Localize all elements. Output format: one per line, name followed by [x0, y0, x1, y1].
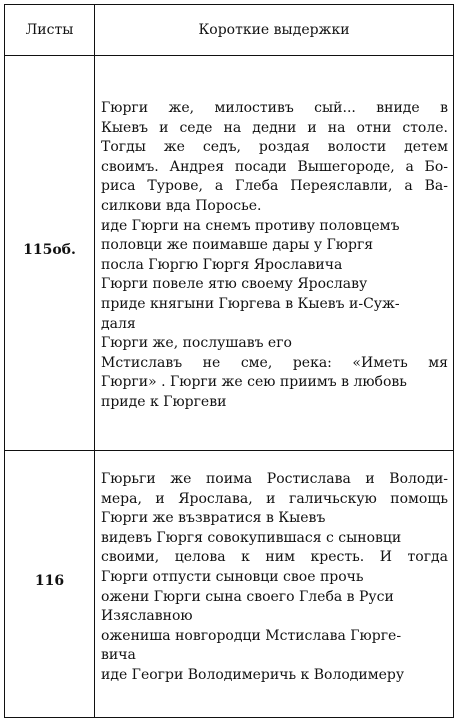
excerpts-cell — [101, 470, 448, 686]
excerpt-line: мера, и Ярослава, и галичьскую помощь — [101, 490, 448, 507]
excerpts-cell — [101, 99, 448, 413]
row-divider — [5, 450, 453, 451]
excerpt-line: силкови вда Поросье. — [101, 197, 262, 214]
excerpt-line: Гюрги же възвратися в Кыевъ — [101, 510, 326, 527]
excerpt-line: риса Турове, а Глеба Переяславли, а Ва- — [101, 178, 448, 195]
excerpt-line: посла Гюргю Гюргя Ярославича — [101, 256, 343, 273]
header-divider — [5, 55, 453, 56]
excerpt-line: Гюрги повеле ятю своему Ярославу — [101, 276, 368, 293]
excerpt-line: приде к Гюргеви — [101, 393, 227, 410]
sheet-cell: 116 — [34, 573, 65, 589]
excerpt-line: половци же поимавше дары у Гюргя — [101, 237, 374, 254]
excerpt-line: Кыевъ и седе на дедни и на отни столе. — [101, 119, 448, 136]
excerpt-line: вича — [101, 647, 136, 664]
excerpt-line: Мстиславъ не сме, река: «Иметь мя — [101, 354, 448, 371]
sheet-cell: 115об. — [23, 242, 76, 258]
excerpt-line: приде княгыни Гюргева в Кыевъ и-Суж- — [101, 295, 400, 312]
header-sheets: Листы — [25, 22, 74, 38]
column-divider — [94, 5, 95, 717]
excerpt-line: Гюрги» . Гюрги же сею приимъ в любовь — [101, 374, 407, 391]
excerpt-line: Гюрги же, милостивъ сый... вниде в — [101, 100, 448, 116]
excerpt-line: Тогды же седъ, роздая волости детем — [101, 139, 448, 156]
excerpt-line: Гюрьги же поима Ростислава и Володи- — [101, 471, 448, 487]
excerpt-line: иде Гюрги на снемъ противу половцемъ — [101, 217, 400, 234]
excerpt-line: видевъ Гюргя совокупившася с сыновци — [101, 529, 402, 546]
excerpt-line: оженишa новгородци Мстислава Гюрге- — [101, 627, 402, 644]
header-excerpts: Короткие выдержки — [198, 22, 350, 38]
excerpt-line: Гюрги отпусти сыновци свое прочь — [101, 568, 364, 585]
excerpt-line: даля — [101, 315, 136, 332]
excerpt-line: своимъ. Андрея посади Вышегороде, а Бо- — [101, 158, 448, 175]
excerpt-line: своими, целова к ним кресть. И тогда — [101, 549, 448, 566]
excerpt-line: иде Геогри Володимеричь к Володимеру — [101, 666, 405, 683]
excerpt-line: ожени Гюрги сына своего Глеба в Руси — [101, 588, 394, 605]
excerpt-line: Гюрги же, послушавъ его — [101, 335, 292, 352]
excerpt-line: Изяславною — [101, 608, 193, 625]
excerpts-table — [4, 4, 454, 718]
